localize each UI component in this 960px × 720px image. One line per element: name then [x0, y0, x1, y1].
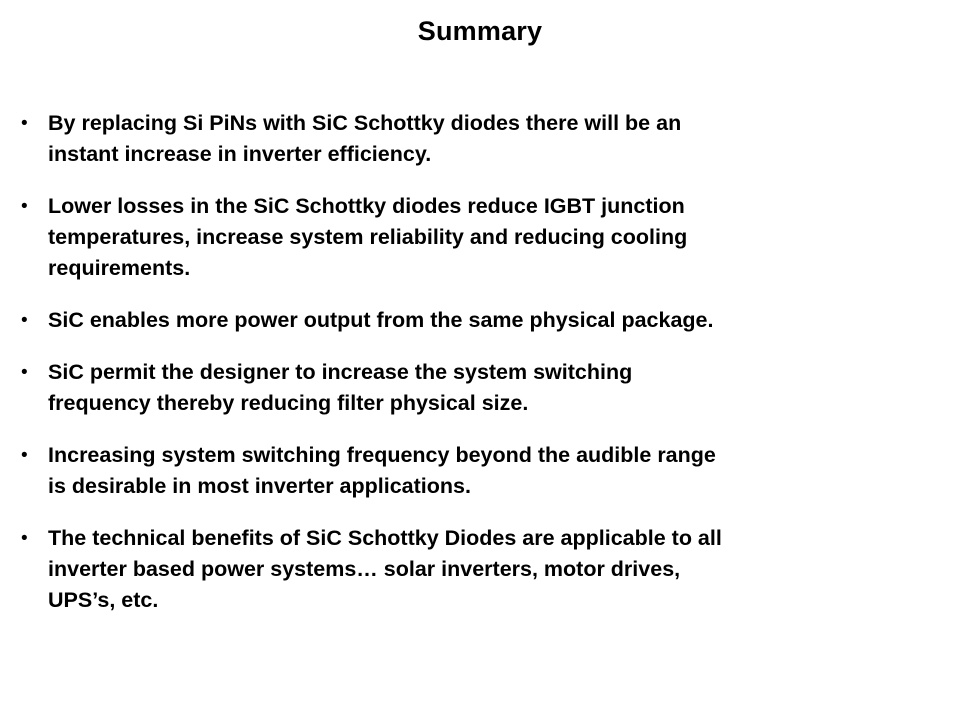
- list-item: [18, 440, 942, 502]
- list-item: [18, 357, 942, 419]
- list-item-text: SiC permit the designer to increase the system switching frequency thereby reducing filter physical size.: [48, 360, 633, 415]
- list-item: [18, 108, 942, 170]
- summary-bullet-list: [18, 108, 942, 637]
- list-item: [18, 305, 942, 336]
- list-item-text: Lower losses in the SiC Schottky diodes reduce IGBT junction temperatures, increase system reliability and reducing cooling requirements.: [48, 194, 688, 280]
- list-item: [18, 523, 942, 616]
- bullet-icon: •: [21, 362, 28, 383]
- list-item-text: SiC enables more power output from the same physical package.: [48, 308, 714, 332]
- bullet-icon: •: [21, 445, 28, 466]
- list-item-text: By replacing Si PiNs with SiC Schottky diodes there will be an instant increase in inverter efficiency.: [48, 111, 682, 166]
- bullet-icon: •: [21, 310, 28, 331]
- bullet-icon: •: [21, 528, 28, 549]
- list-item-text: The technical benefits of SiC Schottky Diodes are applicable to all inverter based power systems… solar inverters, motor drives, UPS’s, etc.: [48, 526, 722, 612]
- bullet-icon: •: [21, 196, 28, 217]
- list-item: [18, 191, 942, 284]
- page-title: Summary: [417, 16, 543, 46]
- bullet-icon: •: [21, 113, 28, 134]
- list-item-text: Increasing system switching frequency beyond the audible range is desirable in most inverter applications.: [48, 443, 716, 498]
